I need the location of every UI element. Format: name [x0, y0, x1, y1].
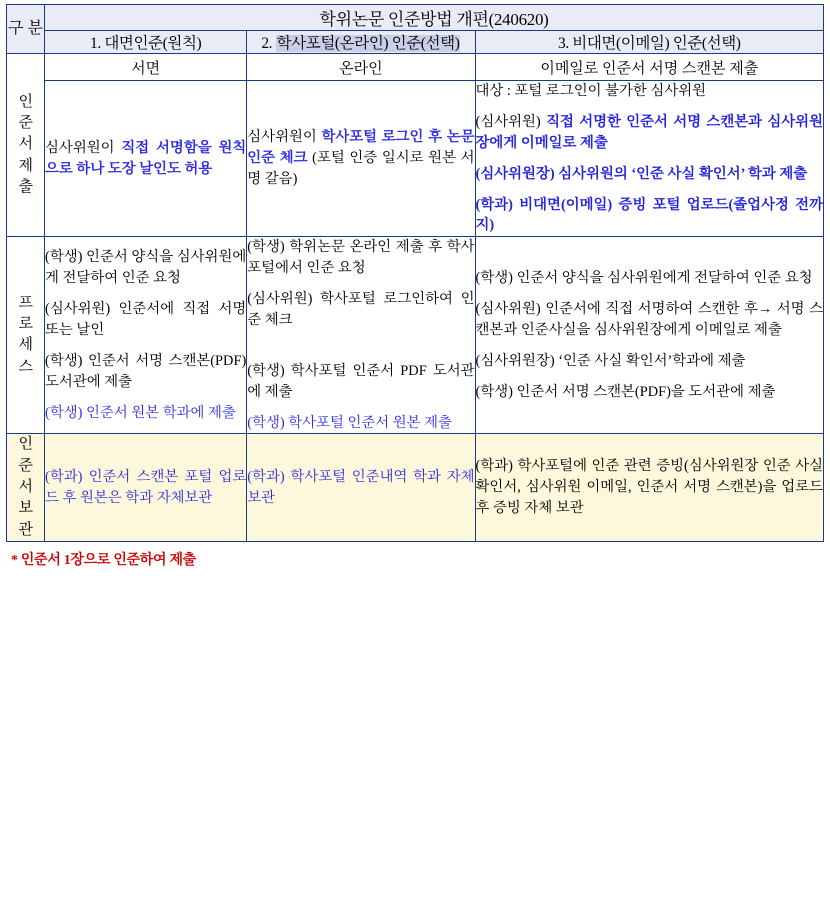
header-gubun: [7, 5, 45, 54]
header-gubun-line2: 분: [27, 19, 43, 37]
paragraph: (학생) 인준서 양식을 심사위원에게 전달하여 인준 요청: [475, 270, 813, 287]
paragraph: (학생) 인준서 서명 스캔본(PDF) 도서관에 제출: [45, 352, 247, 390]
text-emphasis: 직접 서명한 인준서 서명 스캔본과 심사위원장에게 이메일로 제출: [475, 113, 823, 151]
row-label-keep: [7, 434, 45, 541]
cell-process-col3: [475, 237, 823, 434]
paragraph: [247, 127, 474, 190]
method-label-2: 온라인: [247, 54, 475, 81]
cell-submit-col3: [475, 81, 823, 237]
method-label-3: 이메일로 인준서 서명 스캔본 제출: [475, 54, 823, 81]
cell-process-col2: [247, 237, 475, 434]
column-header-3: 3. 비대면(이메일) 인준(선택): [475, 31, 823, 54]
text-plain-2: (포털 인증 일시로 원본 서명 갈음): [247, 150, 475, 188]
approval-method-table: [6, 4, 824, 542]
row-label-submit-char2: 준: [18, 115, 33, 132]
keep-row: [7, 434, 824, 541]
row-label-process-char1: 프: [18, 294, 33, 311]
paragraph: (학생) 학위논문 온라인 제출 후 학사포털에서 인준 요청: [247, 239, 475, 277]
text-emphasis: 비대면(이메일) 증빙 포털 업로드(졸업사정 전까지): [475, 196, 823, 234]
text-role-chair: (심사위원장): [475, 165, 559, 182]
footnote: * 인준서 1장으로 인준하여 제출: [11, 552, 196, 568]
method-label-1: 서면: [45, 54, 247, 81]
process-row: [7, 237, 824, 434]
row-label-submit-char3: 서: [18, 136, 33, 153]
paragraph: (학생) 인준서 서명 스캔본(PDF)을 도서관에 제출: [475, 383, 776, 400]
row-label-submit-char1: 인: [18, 93, 33, 110]
paragraph: [476, 195, 823, 237]
submission-method-row: [7, 54, 824, 81]
text-role-dept: (학과): [475, 196, 520, 213]
header-gubun-line1: 구: [8, 19, 24, 37]
paragraph: (심사위원) 학사포털 로그인하여 인준 체크: [247, 291, 475, 328]
column-header-2-prefix: 2.: [261, 35, 276, 52]
cell-submit-col2: [247, 81, 475, 237]
paragraph: (학생) 인준서 양식을 심사위원에게 전달하여 인준 요청: [45, 249, 247, 287]
row-label-keep-char5: 관: [18, 521, 33, 538]
row-label-submit-char5: 출: [18, 179, 33, 196]
paragraph: (학과) 인준서 스캔본 포털 업로드 후 원본은 학과 자체보관: [45, 468, 247, 506]
cell-keep-col2: [247, 434, 475, 541]
row-label-submit-char4: 제: [18, 157, 33, 174]
row-label-process: [7, 237, 45, 434]
paragraph: (학과) 학사포털 인준내역 학과 자체보관: [247, 468, 475, 506]
paragraph: (학생) 학사포털 인준서 PDF 도서관에 제출: [247, 362, 475, 400]
row-label-keep-char3: 서: [18, 478, 33, 495]
column-header-2-highlight: 학사포털(온라인) 인준(선택): [276, 35, 460, 52]
submission-detail-row: [7, 81, 824, 237]
row-label-process-char3: 세: [18, 337, 33, 354]
row-label-keep-char1: 인: [18, 436, 33, 453]
text-emphasis: 심사위원의 ‘인준 사실 확인서’ 학과 제출: [558, 165, 808, 182]
paragraph: (심사위원) 인준서에 직접 서명하여 스캔한 후→ 서명 스캔본과 인준사실을 심사위원장에게 이메일로 제출: [475, 301, 823, 338]
paragraph: [476, 81, 823, 102]
column-header-1: 1. 대면인준(원칙): [45, 31, 247, 54]
paragraph: (학생) 인준서 원본 학과에 제출: [45, 404, 236, 421]
paragraph: (학생) 학사포털 인준서 원본 제출: [247, 414, 452, 431]
row-label-submit: [7, 54, 45, 237]
column-header-2: [247, 31, 475, 54]
cell-submit-col1: [45, 81, 247, 237]
paragraph: (학과) 학사포털에 인준 관련 증빙(심사위원장 인준 사실 확인서, 심사위원 이메일, 인준서 서명 스캔본)을 업로드 후 증빙 자체 보관: [475, 458, 823, 517]
cell-process-col1: [45, 237, 247, 434]
paragraph: [476, 112, 823, 154]
text-plain: 심사위원이: [45, 139, 122, 156]
row-label-keep-char4: 보: [18, 500, 33, 517]
table-header-row: [7, 5, 824, 31]
paragraph-spacer: [247, 341, 474, 351]
text-plain: 심사위원이: [247, 129, 322, 146]
text-emphasis: 학사포털 로그인 후 논문 인준 체크: [247, 129, 475, 167]
paragraph: [476, 164, 823, 185]
cell-keep-col1: [45, 434, 247, 541]
row-label-keep-char2: 준: [18, 457, 33, 474]
text-emphasis: 직접 서명함을 원칙으로 하나 도장 날인도 허용: [45, 139, 247, 177]
table-column-header-row: [7, 31, 824, 54]
cell-keep-col3: [475, 434, 823, 541]
paragraph: (심사위원장) ‘인준 사실 확인서’학과에 제출: [475, 352, 746, 369]
paragraph: (심사위원) 인준서에 직접 서명 또는 날인: [45, 301, 247, 338]
row-label-process-char4: 스: [18, 358, 33, 375]
row-label-process-char2: 로: [18, 316, 33, 333]
text-target: 대상 : 포털 로그인이 불가한 심사위원: [475, 83, 707, 99]
paragraph: [45, 138, 246, 180]
document-title: 학위논문 인준방법 개편(240620): [45, 5, 824, 31]
text-role-judge: (심사위원): [475, 113, 547, 130]
